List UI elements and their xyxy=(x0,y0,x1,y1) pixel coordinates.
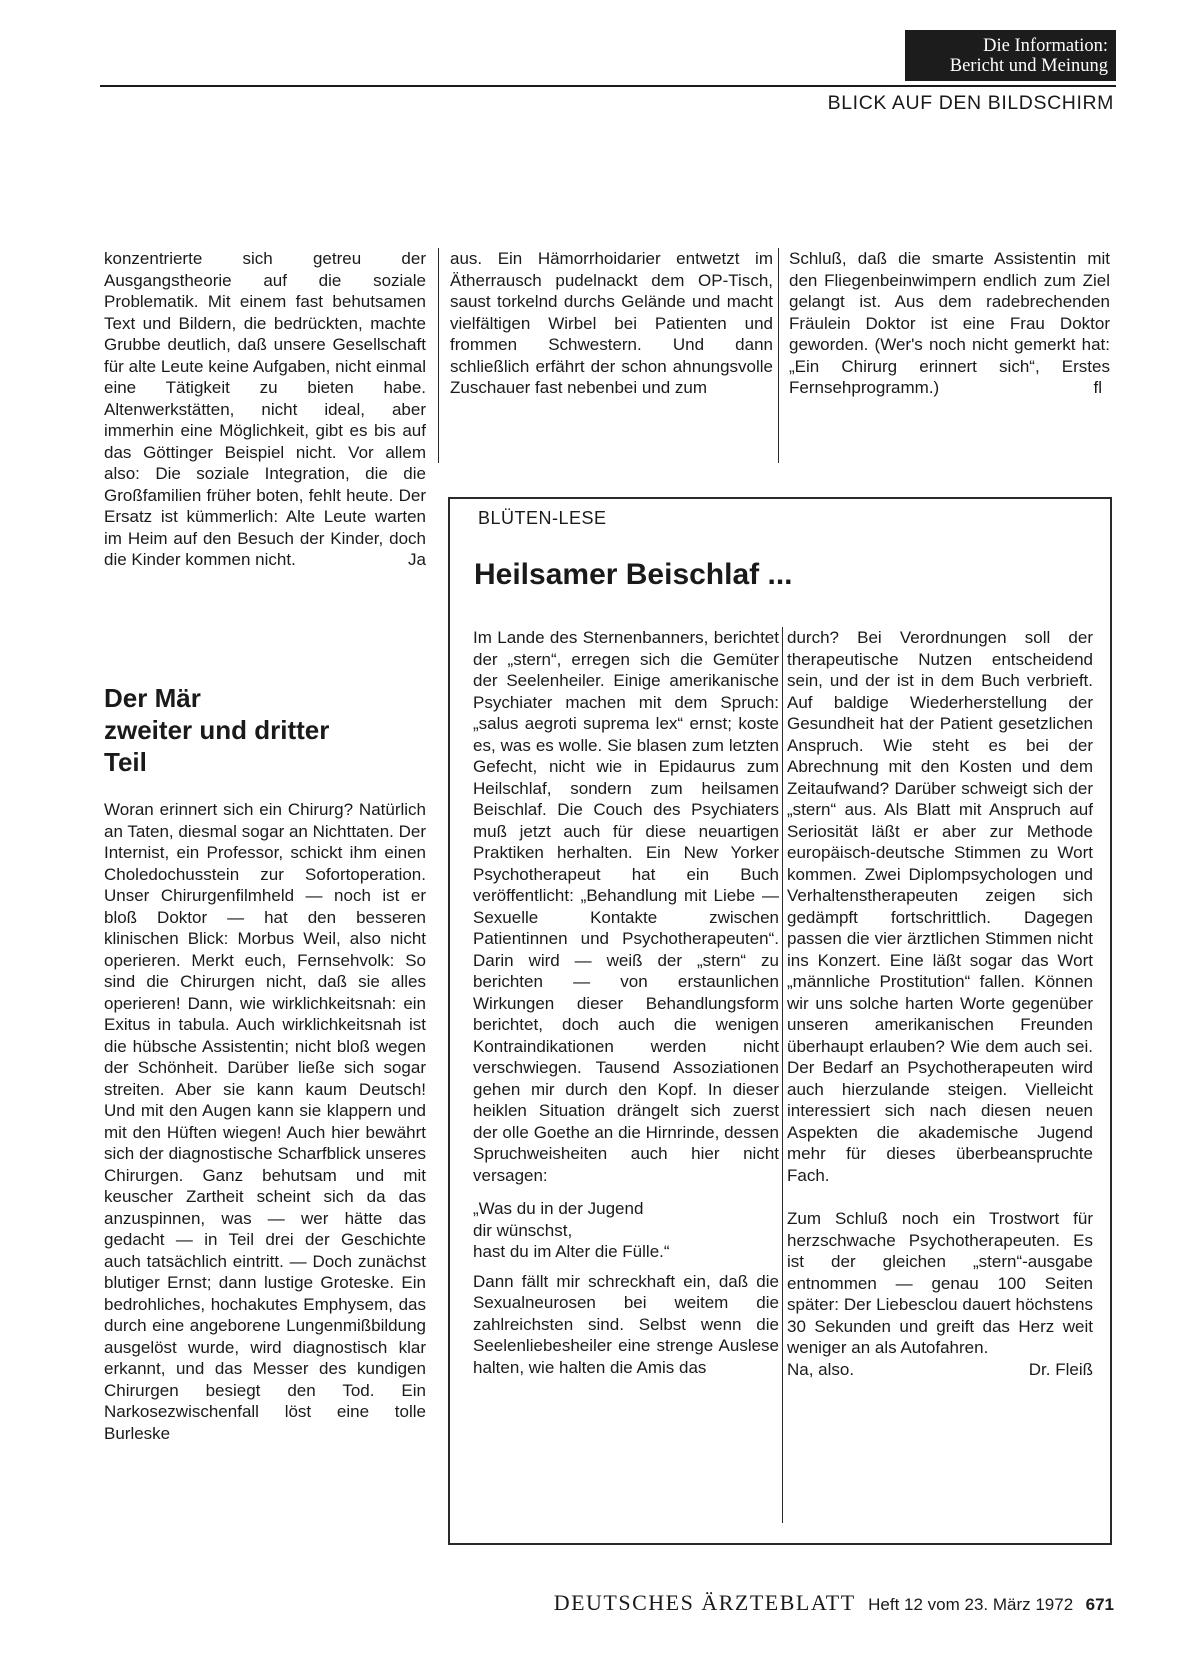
column3-signature: fl xyxy=(1093,378,1102,397)
column3-text xyxy=(789,248,1110,399)
article-body xyxy=(104,799,426,1444)
column3-paragraph: Schluß, daß die smarte Assistentin mit den Fliegenbeinwimpern endlich zum Ziel gelangt ist. Aus dem radebrechenden Fräulein Doktor ist eine Frau Doktor geworden. (Wer's noch nicht gemerkt hat: „Ein Chirurg erinnert sich“, Erstes Fernsehprogramm.) xyxy=(789,249,1110,397)
badge-line-1: Die Information: xyxy=(983,36,1108,56)
article-title-line-1: Der Mär xyxy=(104,683,201,713)
section-badge xyxy=(905,30,1116,81)
journal-name: DEUTSCHES ÄRZTEBLATT xyxy=(553,1590,856,1615)
box-paragraph: durch? Bei Verordnungen soll der therapeutische Nutzen entscheidend sein, und der ist in dem Buch verbrieft. Auf baldige Wiederherstellung der Gesundheit hat der Patient gesetzlichen Anspruch. Wie steht es bei der Abrechnung mit den Kosten und dem Zeitaufwand? Darüber schweigt sich der „stern“ aus. Als Blatt mit Anspruch auf Seriosität läßt er aber zur Methode europäisch-deutsche Stimmen zu Wort kommen. Zwei Diplompsychologen und Verhaltenstherapeuten zeigen sich gedämpft fortschrittlich. Dagegen passen die vier ärztlichen Stimmen nicht ins Konzert. Eine läßt sogar das Wort „männliche Prostitution“ fallen. Können wir uns solche harten Worte gegenüber unseren amerikanischen Freunden überhaupt erlauben? Wie dem auch sei. Der Bedarf an Psychotherapeuten wird auch hierzulande steigen. Vielleicht interessiert sich nach diesen neuen Aspekten die akademische Jugend mehr für dieses überbeanspruchte Fach. xyxy=(787,628,1093,1185)
article-text: Woran erinnert sich ein Chirurg? Natürlich an Taten, diesmal sogar an Nichttaten. Der Internist, ein Professor, schickt ihm einen Choledochusstein zur Sofortoperation. Unser Chirurgenfilmheld — noch ist er bloß Doktor — hat den besseren klinischen Blick: Morbus Weil, also nicht operieren. Merkt euch, Fernsehvolk: So sind die Chirurgen nicht, daß sie alles operieren! Dann, wie wirklichkeitsnah: ein Exitus in tabula. Auch wirklichkeitsnah ist die hübsche Assistentin; nicht bloß wegen der Schönheit. Darüber ließe sich sogar streiten. Aber sie kann kaum Deutsch! Und mit den Augen kann sie klappern und mit den Hüften wiegen! Auch hier bewährt sich der diagnostische Scharfblick unseres Chirurgen. Ganz behutsam und mit keuscher Zartheit scheint sich da das anzuspinnen, was — wer hätte das gedacht — in Teil drei der Geschichte auch tatsächlich eintritt. — Doch zunächst blutiger Ernst; dann lustige Groteske. Ein bedrohliches, hochakutes Emphysem, das durch eine angeborene Lungenmißbildung ausgelöst wurde, wird diagnostisch klar erkannt, und das Messer des kundigen Chirurgen besiegt den Tod. Ein Narkosezwischenfall löst eine tolle Burleske xyxy=(104,800,426,1443)
column2-paragraph: aus. Ein Hämorrhoidarier entwetzt im Ätherrausch pudelnackt dem OP-Tisch, saust torkelnd durchs Gelände und macht vielfältigen Wirbel bei Patienten und frommen Schwestern. Und dann schließlich erfährt der schon ahnungsvolle Zuschauer fast nebenbei und zum xyxy=(450,249,773,397)
article-title xyxy=(104,682,404,778)
issue-info: Heft 12 vom 23. März 1972 xyxy=(868,1595,1074,1614)
box-paragraph: Dann fällt mir schreckhaft ein, daß die Sexualneurosen bei weitem die zahlreichsten sind. Selbst wenn die Seelenliebesheiler eine strenge Auslese halten, wie halten die Amis das xyxy=(473,1271,779,1377)
column-divider xyxy=(778,248,779,463)
box-signature: Dr. Fleiß xyxy=(1028,1359,1093,1379)
box-column-1 xyxy=(473,627,779,1378)
column1-continuation xyxy=(104,248,426,571)
box-title: Heilsamer Beischlaf ... xyxy=(474,558,793,591)
continuation-text: konzentrierte sich getreu der Ausgangstheorie auf die soziale Problematik. Mit einem fast behutsamen Text und Bildern, die bedrückten, machte Grubbe deutlich, daß unsere Gesellschaft für alte Leute keine Aufgaben, nicht einmal eine Tätigkeit zu bieten habe. Altenwerkstätten, nicht ideal, aber immerhin eine Möglichkeit, gibt es bis auf das Göttinger Beispiel nicht. Vor allem also: Die soziale Integration, die die Großfamilien früher boten, fehlt heute. Der Ersatz ist kümmerlich: Alte Leute warten im Heim auf den Besuch der Kinder, doch die Kinder kommen nicht. xyxy=(104,249,426,569)
box-column-2 xyxy=(787,627,1093,1380)
header-rule xyxy=(100,85,1116,87)
box-closing: Na, also. xyxy=(787,1359,855,1379)
column-divider xyxy=(438,248,439,463)
section-label: BLICK AUF DEN BILDSCHIRM xyxy=(827,92,1114,114)
verse-line: dir wünschst, xyxy=(473,1220,573,1240)
verse-line: hast du im Alter die Fülle.“ xyxy=(473,1242,670,1261)
continuation-signature: Ja xyxy=(408,550,426,569)
box-paragraph: Im Lande des Sternenbanners, berichtet der „stern“, erregen sich die Gemüter der Seelenheiler. Einige amerikanische Psychiater machen mit dem Spruch: „salus aegroti suprema lex“ ernst; koste es, was es wolle. Sie blasen zum letzten Gefecht, nicht wie in Epidaurus zum Heilschlaf, sondern zum heilsamen Beischlaf. Die Couch des Psychiaters muß jetzt auch für diese neuartigen Praktiken herhalten. Ein New Yorker Psychotherapeut hat ein Buch veröffentlicht: „Behandlung mit Liebe — Sexuelle Kontakte zwischen Patientinnen und Psychotherapeuten“. Darin wird — weiß der „stern“ zu berichten — von erstaunlichen Wirkungen dieser Behandlungsform berichtet, doch auch die wenigen Kontraindikationen werden nicht verschwiegen. Tausend Assoziationen gehen mir durch den Kopf. In dieser heiklen Situation drängelt sich zuerst der olle Goethe an die Hirnrinde, dessen Spruchweisheiten auch hier nicht versagen: xyxy=(473,628,779,1185)
article-title-line-2: zweiter und dritter xyxy=(104,715,330,745)
box-label: BLÜTEN-LESE xyxy=(478,508,607,528)
article-title-line-3: Teil xyxy=(104,747,147,777)
badge-line-2: Bericht und Meinung xyxy=(949,56,1108,76)
box-paragraph: Zum Schluß noch ein Trostwort für herzschwache Psychotherapeuten. Es ist der gleichen „stern“-ausgabe entnommen — genau 100 Seiten später: Der Liebesclou dauert höchstens 30 Sekunden und greift das Herz weit weniger an als Autofahren. xyxy=(787,1209,1093,1357)
goethe-verse xyxy=(473,1198,779,1263)
page-number: 671 xyxy=(1085,1595,1114,1614)
page-footer xyxy=(554,1590,1114,1616)
box-signoff xyxy=(787,1359,1093,1381)
column2-text xyxy=(450,248,773,399)
box-column-divider xyxy=(782,627,783,1523)
verse-line: „Was du in der Jugend xyxy=(473,1199,644,1218)
